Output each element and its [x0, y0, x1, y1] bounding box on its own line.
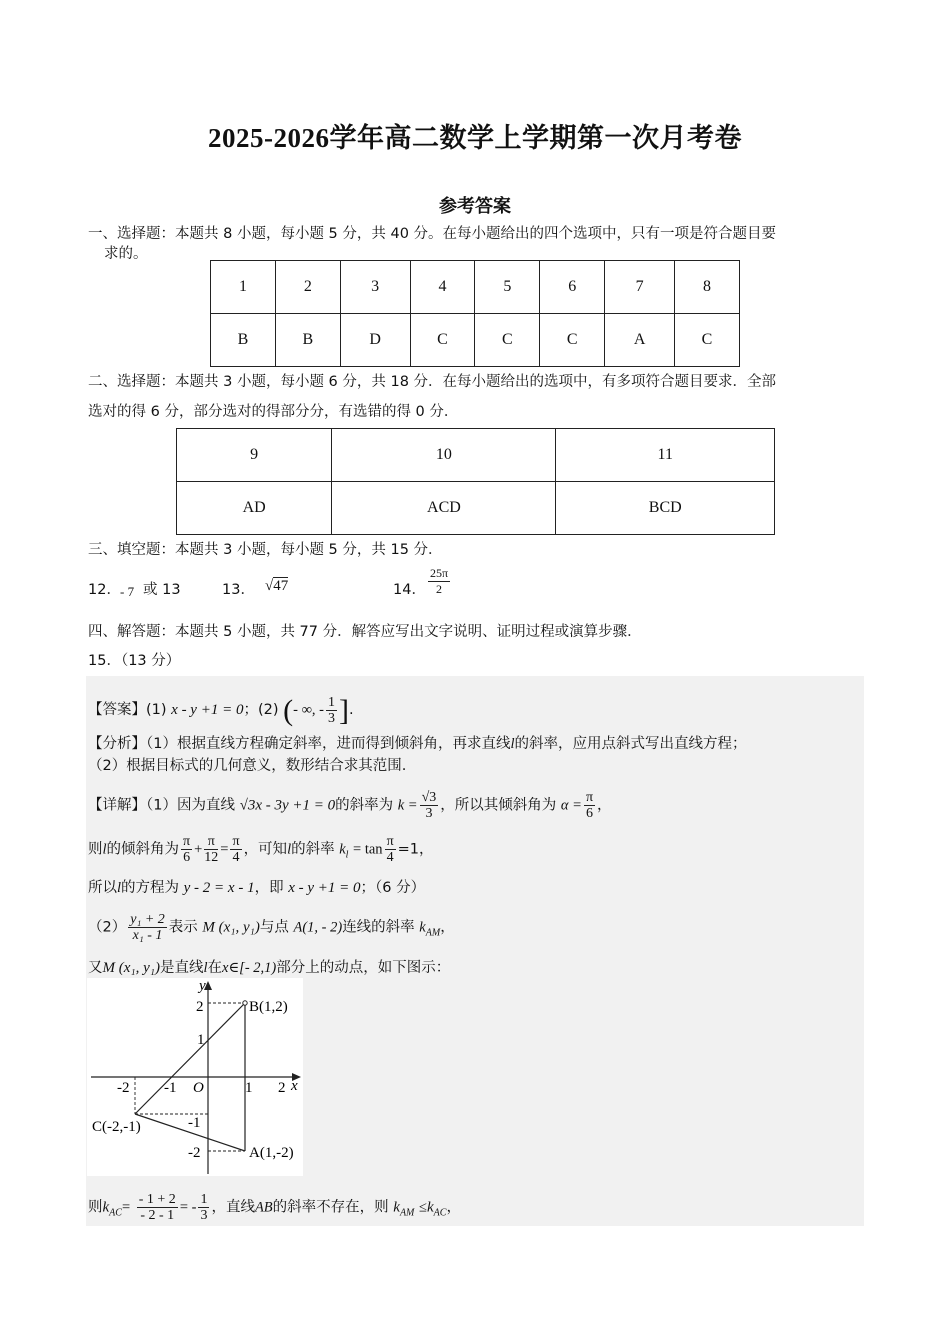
subscript: AM: [399, 1207, 415, 1219]
text: （2）: [88, 919, 127, 936]
text: ，: [446, 1199, 461, 1216]
point-M: M (x₁, y₁): [202, 919, 260, 936]
subscript: l: [345, 849, 349, 861]
frac-num: y₁ + 2: [130, 912, 165, 927]
slope-k: k =: [397, 797, 418, 814]
equation: x - y +1 = 0: [288, 880, 361, 896]
slope-k: k: [419, 919, 426, 936]
page-subtitle: 参考答案: [439, 196, 511, 217]
y-axis-label: y: [199, 978, 206, 994]
text: 的倾斜角为: [106, 841, 180, 858]
solution-answer-line: 【答案】(1) x - y +1 = 0；(2) (- ∞, - $\frac{1}{3}$ ].: [88, 694, 354, 727]
q13-label: 13．: [222, 582, 255, 598]
point-M: M (x₁, y₁): [102, 960, 160, 976]
solution-detail-line1: [88, 790, 612, 821]
solution-detail-line3: [88, 876, 425, 897]
q15-label: 15．（13 分）: [88, 653, 181, 669]
text: 是直线: [159, 960, 204, 976]
section1-header-cont: 求的。: [104, 246, 148, 262]
frac-num: π: [183, 834, 191, 849]
tick-y: 2: [196, 999, 204, 1015]
detail-tag: 【详解】: [88, 797, 146, 814]
tick-x: -1: [164, 1080, 177, 1096]
alpha-denominator: 6: [585, 806, 593, 821]
section1-number-row: [211, 261, 740, 314]
q13-answer: [265, 578, 288, 595]
section1-header: 一、选择题：本题共 8 小题，每小题 5 分，共 40 分。在每小题给出的四个选项中，只有一项是符合题目要: [88, 226, 777, 242]
detail-text: （1）因为直线: [146, 797, 235, 814]
table-cell: AD: [177, 482, 332, 535]
frac-den: 12: [204, 850, 219, 865]
slope-k: k: [102, 1199, 110, 1216]
table-cell: B: [211, 314, 276, 367]
equation: y - 2 = x - 1: [183, 880, 255, 896]
table-cell: 4: [410, 261, 475, 314]
analysis-text-cont: 的斜率，应用点斜式写出直线方程；: [514, 736, 747, 752]
tick-x: 1: [245, 1080, 253, 1096]
table-cell: 11: [556, 429, 775, 482]
open-paren-icon: (: [283, 694, 294, 727]
alpha-numerator: π: [585, 790, 594, 805]
section1-answer-table: [210, 260, 740, 367]
text: ；（6 分）: [360, 880, 426, 896]
line-l-symbol: l: [117, 880, 122, 896]
slope-numerator: √3: [421, 790, 437, 805]
text: ，可知: [243, 841, 288, 858]
line-l-symbol: l: [102, 841, 107, 858]
text: 在: [207, 960, 223, 976]
q14-label: 14．: [393, 582, 426, 598]
tick-x: -2: [117, 1080, 130, 1096]
q12-answer-or: 或 13: [143, 582, 181, 598]
sqrt-icon: √: [265, 578, 274, 594]
table-cell: 7: [605, 261, 675, 314]
q12-answer: - 7: [120, 584, 135, 599]
table-cell: 10: [332, 429, 556, 482]
point-A-label: A(1,-2): [249, 1145, 294, 1161]
x-axis-label: x: [291, 1078, 298, 1094]
table-cell: 3: [340, 261, 410, 314]
point-A: A(1, - 2): [293, 919, 343, 936]
point-B-marker: [243, 1001, 247, 1005]
page-title: 2025-2026学年高二数学上学期第一次月考卷: [208, 123, 742, 153]
analysis-text: （1）根据直线方程确定斜率，进而得到倾斜角，再求直线: [146, 736, 511, 752]
text: =1，: [397, 841, 434, 858]
equals: =: [220, 841, 229, 858]
section2-number-row: [177, 429, 775, 482]
subscript: AC: [433, 1207, 447, 1219]
line-l-symbol: l: [510, 736, 515, 752]
text: 则: [88, 841, 103, 858]
table-cell: C: [540, 314, 605, 367]
q14-numerator: 25π: [430, 566, 449, 580]
text: 部分上的动点，如下图示：: [276, 960, 451, 976]
table-cell: 9: [177, 429, 332, 482]
frac-den: 4: [386, 850, 394, 865]
solution-detail-line2: [88, 834, 434, 865]
tick-y: 1: [197, 1032, 205, 1048]
tick-y: -2: [188, 1145, 201, 1161]
solution-last-line: [88, 1192, 461, 1223]
section2-header-cont: 选对的得 6 分，部分选对的得部分分，有选错的得 0 分．: [88, 404, 459, 420]
tick-x: 2: [278, 1080, 286, 1096]
text: 的斜率: [291, 841, 335, 858]
tan-text: = tan: [353, 841, 383, 858]
slope-denominator: 3: [425, 806, 433, 821]
section2-header: 二、选择题：本题共 3 小题，每小题 6 分，共 18 分．在每小题给出的选项中，有多项符合题目要求．全部: [88, 374, 777, 390]
point-C-label: C(-2,-1): [92, 1119, 141, 1135]
table-cell: B: [275, 314, 340, 367]
interval-numerator: 1: [328, 694, 335, 710]
text: ，即: [254, 880, 284, 896]
segment-AB: AB: [254, 1199, 273, 1216]
text: 的斜率不存在，则: [272, 1199, 389, 1216]
alpha-symbol: α =: [560, 797, 582, 814]
subscript: AM: [425, 927, 441, 939]
line-l-symbol: l: [203, 960, 208, 976]
detail-text: 的斜率为: [335, 797, 394, 814]
tick-y: -1: [188, 1115, 201, 1131]
frac-num: π: [232, 834, 240, 849]
answer-separator: ；(2): [243, 702, 279, 718]
solution-analysis-line2: （2）根据目标式的几何意义，数形结合求其范围.: [88, 758, 407, 774]
answer-interval: - ∞, -: [293, 702, 324, 718]
detail-text: ，所以其倾斜角为: [440, 797, 557, 814]
q14-answer: [426, 566, 452, 597]
table-cell: D: [340, 314, 410, 367]
q14-denominator: 2: [436, 582, 443, 596]
table-cell: 8: [675, 261, 740, 314]
section2-answer-row: [177, 482, 775, 535]
answer-part1-label: (1): [146, 702, 167, 718]
frac-den: 6: [183, 850, 191, 865]
frac-num: π: [204, 834, 218, 850]
frac-den: 3: [200, 1208, 208, 1223]
table-cell: 2: [275, 261, 340, 314]
line-l-symbol: l: [287, 841, 292, 858]
coordinate-figure: [87, 978, 303, 1176]
q12-label: 12．: [88, 582, 121, 598]
slope-k: k: [393, 1199, 400, 1216]
section4-header: 四、解答题：本题共 5 小题，共 77 分．解答应写出文字说明、证明过程或演算步骤．: [88, 624, 642, 640]
text: 的方程为: [121, 880, 180, 896]
frac-num: π: [386, 834, 394, 849]
text: ，直线: [211, 1199, 255, 1216]
frac-num: - 1 + 2: [138, 1192, 176, 1207]
solution-detail-line5: [88, 956, 450, 977]
table-cell: C: [675, 314, 740, 367]
interval-denominator: 3: [328, 710, 335, 726]
text: 表示: [168, 919, 198, 936]
text: 则: [88, 1199, 103, 1216]
frac-den: - 2 - 1: [140, 1208, 175, 1223]
slope-k: k: [426, 1199, 434, 1216]
equals: = -: [179, 1199, 197, 1216]
section1-answer-row: [211, 314, 740, 367]
point-B-label: B(1,2): [249, 999, 288, 1015]
analysis-tag: 【分析】: [88, 736, 146, 752]
answer-tag: 【答案】: [88, 702, 146, 718]
le-symbol: ≤: [419, 1199, 427, 1216]
solution-detail-line4: [88, 912, 455, 943]
table-cell: 6: [540, 261, 605, 314]
plus: +: [194, 841, 203, 858]
table-cell: C: [475, 314, 540, 367]
text: 与点: [259, 919, 289, 936]
close-bracket-icon: ]: [339, 694, 349, 727]
frac-den: x₁ - 1: [132, 928, 163, 943]
frac-num: 1: [200, 1192, 208, 1207]
x-range: x∈[- 2,1): [222, 960, 277, 976]
origin-label: O: [193, 1080, 204, 1096]
subscript: AC: [109, 1207, 122, 1219]
table-cell: A: [605, 314, 675, 367]
q13-radicand: 47: [273, 578, 289, 594]
comma: ，: [597, 797, 612, 814]
table-cell: BCD: [556, 482, 775, 535]
text: 又: [88, 960, 103, 976]
text: 连线的斜率: [342, 919, 415, 936]
table-cell: ACD: [332, 482, 556, 535]
equals: =: [121, 1199, 131, 1216]
frac-den: 4: [232, 850, 240, 865]
section2-answer-table: [176, 428, 775, 535]
text: ，: [440, 919, 455, 936]
table-cell: 1: [211, 261, 276, 314]
answer-part1-equation: x - y +1 = 0: [171, 702, 244, 718]
section3-header: 三、填空题：本题共 3 小题，每小题 5 分，共 15 分．: [88, 542, 443, 558]
text: 所以: [88, 880, 117, 896]
solution-analysis-line: [88, 732, 747, 753]
slope-k: k: [339, 841, 346, 858]
line-equation: √3x - 3y +1 = 0: [239, 797, 336, 814]
table-cell: 5: [475, 261, 540, 314]
table-cell: C: [410, 314, 475, 367]
